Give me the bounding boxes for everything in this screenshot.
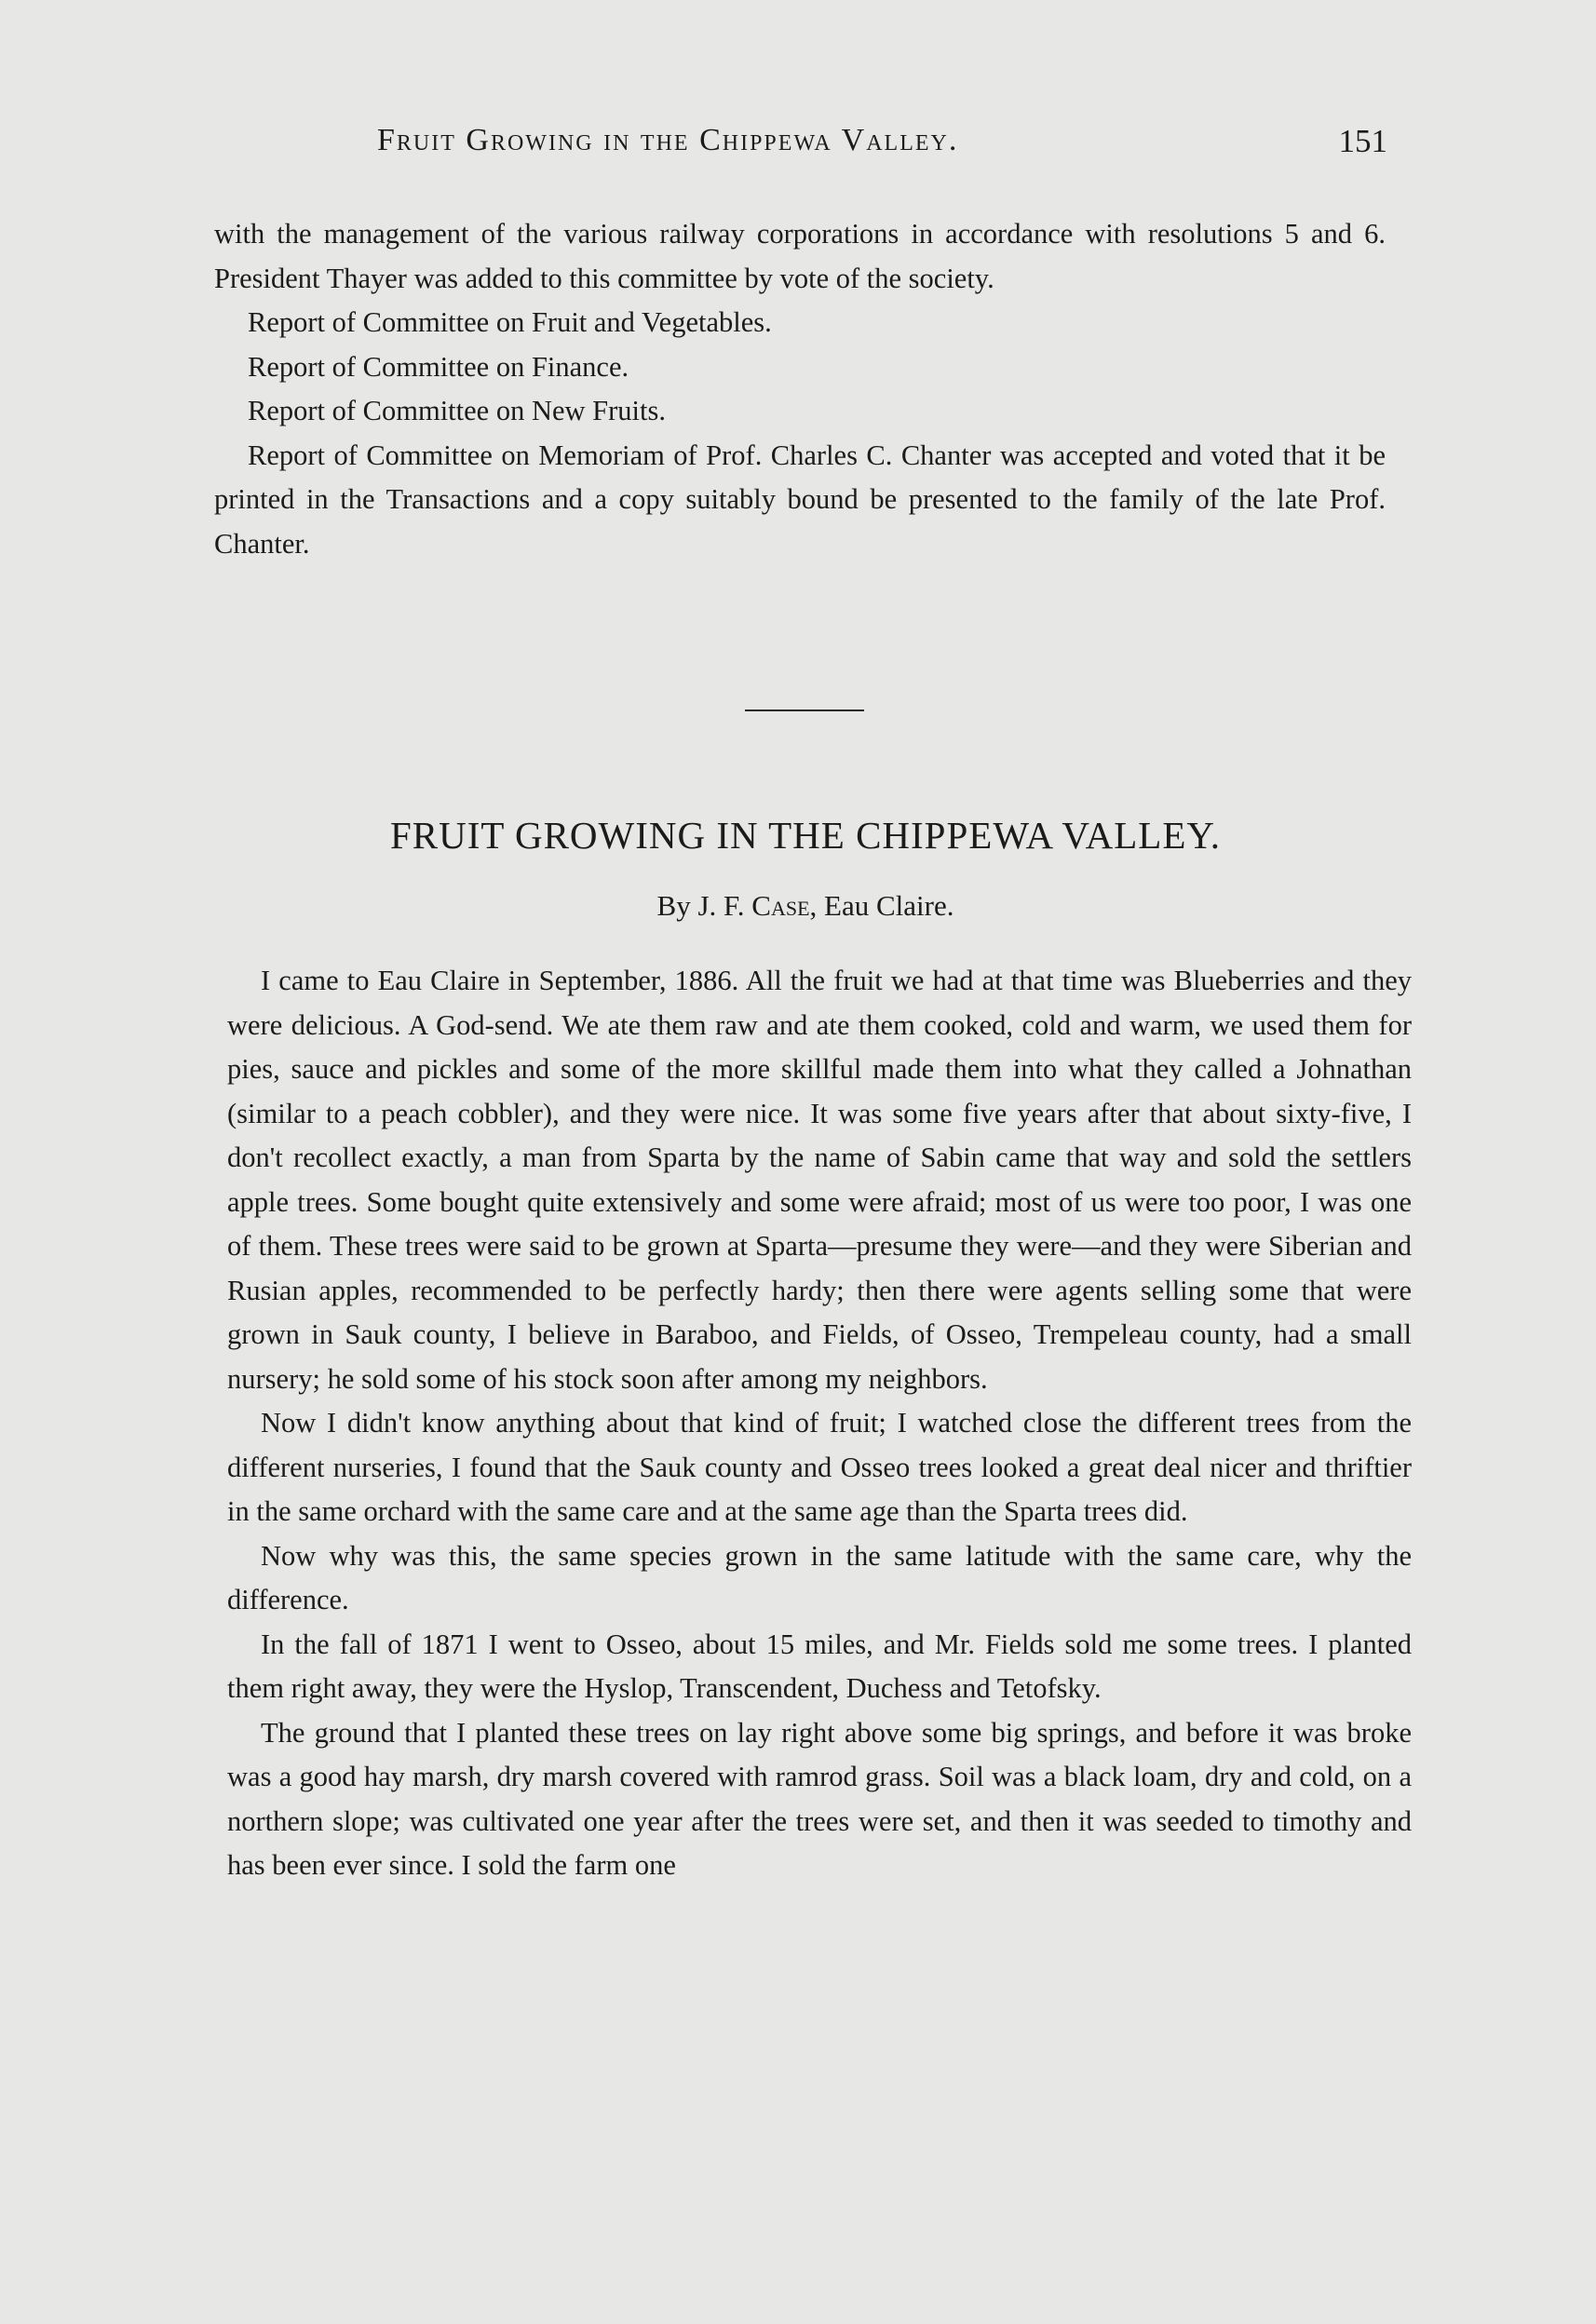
page-number: 151 [1338, 123, 1387, 159]
paragraph: I came to Eau Claire in September, 1886. All the fruit we had at that time was Blueberries and they were delicious. A God-send. We ate them raw and ate them cooked, cold and warm, we used them for pies, sauce and pickles and some of the more skillful made them into what they called a Johnathan (similar to a peach cobbler), and they were nice. It was some five years after that about sixty-five, I don't recollect exactly, a man from Sparta by the name of Sabin came that way and sold the settlers apple trees. Some bought quite extensively and some were afraid; most of us were too poor, I was one of them. These trees were said to be grown at Sparta—presume they were—and they were Siberian and Rusian apples, recommended to be perfectly hardy; then there were agents selling some that were grown in Sauk county, I believe in Baraboo, and Fields, of Osseo, Trempeleau county, had a small nursery; he sold some of his stock soon after among my neighbors. [227, 965, 1412, 1395]
paragraph: In the fall of 1871 I went to Osseo, about 15 miles, and Mr. Fields sold me some trees. I planted them right away, they were the Hyslop, Transcendent, Duchess and Tetofsky. [227, 1628, 1412, 1704]
paragraph: with the management of the various railway corporations in accordance with resolutions 5 and 6. President Thayer was added to this committee by vote of the society. [214, 218, 1386, 294]
paragraph: Report of Committee on Memoriam of Prof. Charles C. Chanter was accepted and voted that it be printed in the Transactions and a copy suitably bound be presented to the family of the late Prof. Chanter. [214, 439, 1386, 560]
paragraph: Report of Committee on New Fruits. [248, 395, 666, 426]
byline-suffix: , Eau Claire. [809, 889, 954, 922]
section-divider [745, 709, 864, 711]
page-header [377, 123, 1387, 169]
byline [214, 889, 1397, 923]
paragraph: Now why was this, the same species grown in the same latitude with the same care, why the difference. [227, 1539, 1412, 1615]
article-body [227, 959, 1412, 1888]
paragraph: The ground that I planted these trees on lay right above some big springs, and before it was broke was a good hay marsh, dry marsh covered with ramrod grass. Soil was a black loam, dry and cold, on a northern slope; was cultivated one year after the trees were set, and then it was seeded to timothy and has been ever since. I sold the farm one [227, 1716, 1412, 1881]
paragraph: Report of Committee on Finance. [248, 350, 629, 383]
paragraph: Now I didn't know anything about that kind of fruit; I watched close the different trees from the different nurseries, I found that the Sauk county and Osseo trees looked a great deal nicer and thriftier in the same orchard with the same care and at the same age than the Sparta trees did. [227, 1407, 1412, 1527]
byline-author: Case [751, 889, 810, 922]
article-title: FRUIT GROWING IN THE CHIPPEWA VALLEY. [390, 814, 1221, 857]
paragraph: Report of Committee on Fruit and Vegetables. [248, 306, 772, 338]
running-title: Fruit Growing in the Chippewa Valley. [377, 123, 959, 157]
committee-reports-section [214, 212, 1386, 566]
byline-prefix: By J. F. [656, 889, 752, 922]
